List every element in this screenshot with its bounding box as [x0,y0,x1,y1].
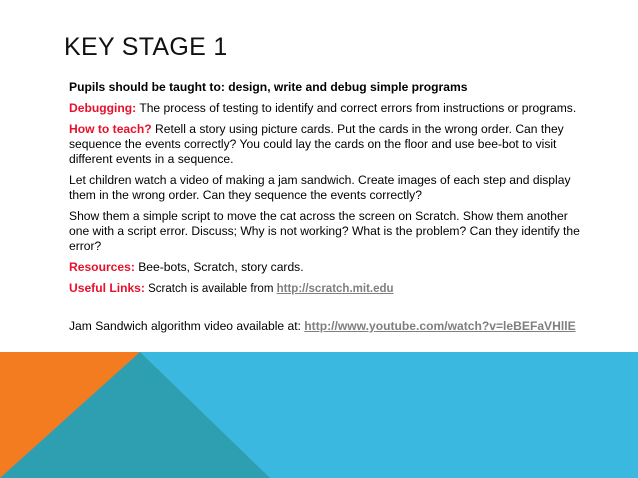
resources-paragraph [69,260,589,275]
intro-text: Pupils should be taught to: design, write and debug simple programs [69,80,468,94]
scratch-link[interactable]: http://scratch.mit.edu [276,283,394,295]
useful-links-paragraph [69,281,589,297]
debugging-text: The process of testing to identify and correct errors from instructions or programs. [136,101,577,115]
useful-links-label: Useful Links: [69,281,145,295]
how-to-teach-label: How to teach? [69,122,152,136]
resources-text: Bee-bots, Scratch, story cards. [134,260,304,274]
debugging-label: Debugging: [69,101,137,115]
debugging-paragraph [69,101,589,116]
slide-title: KEY STAGE 1 [64,33,228,61]
resources-label: Resources: [69,260,135,274]
jam-video-paragraph [69,319,589,334]
how-to-teach-text: Retell a story using picture cards. Put the cards in the wrong order. Can they sequence the events correctly? You could lay the cards on the floor and use bee-bot to visit different events in a sequence. [69,122,564,166]
jam-sandwich-paragraph: Let children watch a video of making a jam sandwich. Create images of each step and display them in the wrong order. Can they sequence the events correctly? [69,173,571,202]
slide-body [69,80,589,340]
useful-links-text: Scratch is available from [144,283,277,295]
scratch-paragraph: Show them a simple script to move the cat across the screen on Scratch. Show them another one with a script error. Discuss; Why is not working? What is the problem? Can they identify the error? [69,209,580,253]
jam-video-text: Jam Sandwich algorithm video available at: [69,319,305,333]
jam-video-link[interactable]: http://www.youtube.com/watch?v=leBEFaVHllE [304,319,576,333]
how-to-teach-paragraph [69,122,589,167]
